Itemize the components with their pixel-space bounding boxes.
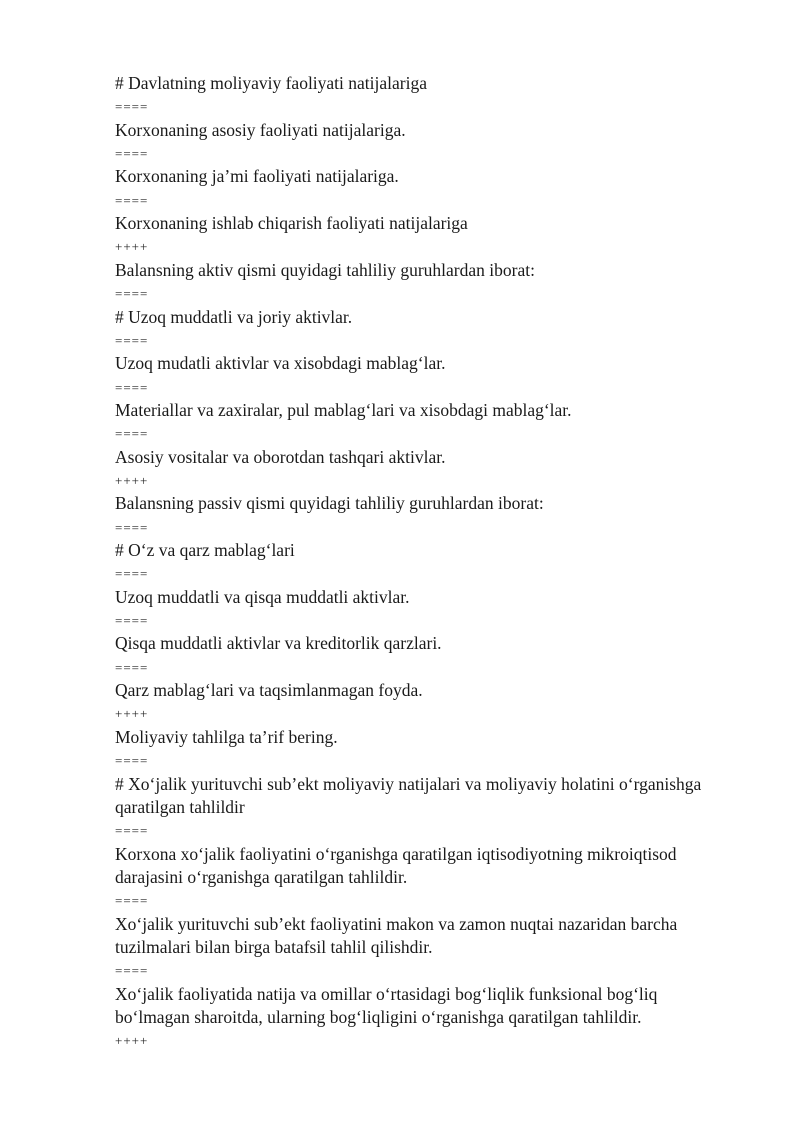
- answer-separator: ====: [115, 893, 149, 909]
- answer-separator: ====: [115, 823, 149, 839]
- answer-text: # Uzoq muddatli va joriy aktivlar.: [115, 306, 353, 327]
- answer-separator: ====: [115, 99, 149, 115]
- question-separator: ++++: [115, 239, 149, 255]
- answer-separator: ====: [115, 332, 149, 348]
- answer-separator: ====: [115, 659, 149, 675]
- answer-text: Asosiy vositalar va oborotdan tashqari aktivlar.: [115, 446, 446, 467]
- question-text: Balansning aktiv qismi quyidagi tahliliy guruhlardan iborat:: [115, 259, 535, 280]
- answer-text: Qisqa muddatli aktivlar va kreditorlik qarzlari.: [115, 633, 442, 654]
- answer-text: Xo‘jalik faoliyatida natija va omillar o‘rtasidagi bog‘liqlik funksional bog‘liq bo‘lmagan sharoitda, ularning bog‘liqligini o‘rganishga qaratilgan tahlildir.: [115, 983, 658, 1027]
- answer-separator: ====: [115, 192, 149, 208]
- answer-text: Uzoq mudatli aktivlar va xisobdagi mablag‘lar.: [115, 353, 446, 374]
- answer-separator: ====: [115, 286, 149, 302]
- answer-separator: ====: [115, 426, 149, 442]
- answer-text: Korxonaning ja’mi faoliyati natijalariga.: [115, 166, 399, 187]
- answer-text: Xo‘jalik yurituvchi sub’ekt faoliyatini makon va zamon nuqtai nazaridan barcha tuzilmalari bilan birga batafsil tahlil qilishdir.: [115, 913, 678, 957]
- answer-separator: ====: [115, 146, 149, 161]
- answer-text: Korxona xo‘jalik faoliyatini o‘rganishga qaratilgan iqtisodiyotning mikroiqtisod darajasini o‘rganishga qaratilgan tahlildir.: [115, 843, 677, 887]
- question-separator: ++++: [115, 472, 149, 488]
- answer-separator: ====: [115, 566, 149, 582]
- answer-text: Uzoq muddatli va qisqa muddatli aktivlar.: [115, 586, 410, 607]
- answer-separator: ====: [115, 963, 149, 979]
- answer-separator: ====: [115, 613, 149, 629]
- question-separator: ++++: [115, 706, 149, 722]
- question-text: # Davlatning moliyaviy faoliyati natijalariga: [115, 73, 427, 93]
- answer-separator: ====: [115, 753, 149, 769]
- document-page: [115, 72, 730, 1053]
- answer-text: Korxonaning asosiy faoliyati natijalariga.: [115, 119, 406, 140]
- answer-separator: ====: [115, 379, 149, 395]
- answer-text: Korxonaning ishlab chiqarish faoliyati natijalariga: [115, 213, 468, 234]
- answer-separator: ====: [115, 519, 149, 535]
- question-text: Moliyaviy tahlilga ta’rif bering.: [115, 726, 338, 747]
- answer-text: Materiallar va zaxiralar, pul mablag‘lari va xisobdagi mablag‘lar.: [115, 399, 572, 420]
- answer-text: # O‘z va qarz mablag‘lari: [115, 540, 295, 561]
- question-separator: ++++: [115, 1033, 149, 1049]
- question-text: Balansning passiv qismi quyidagi tahliliy guruhlardan iborat:: [115, 493, 544, 514]
- answer-text: # Xo‘jalik yurituvchi sub’ekt moliyaviy natijalari va moliyaviy holatini o‘rganishga qaratilgan tahlildir: [115, 773, 702, 817]
- answer-text: Qarz mablag‘lari va taqsimlanmagan foyda.: [115, 680, 423, 701]
